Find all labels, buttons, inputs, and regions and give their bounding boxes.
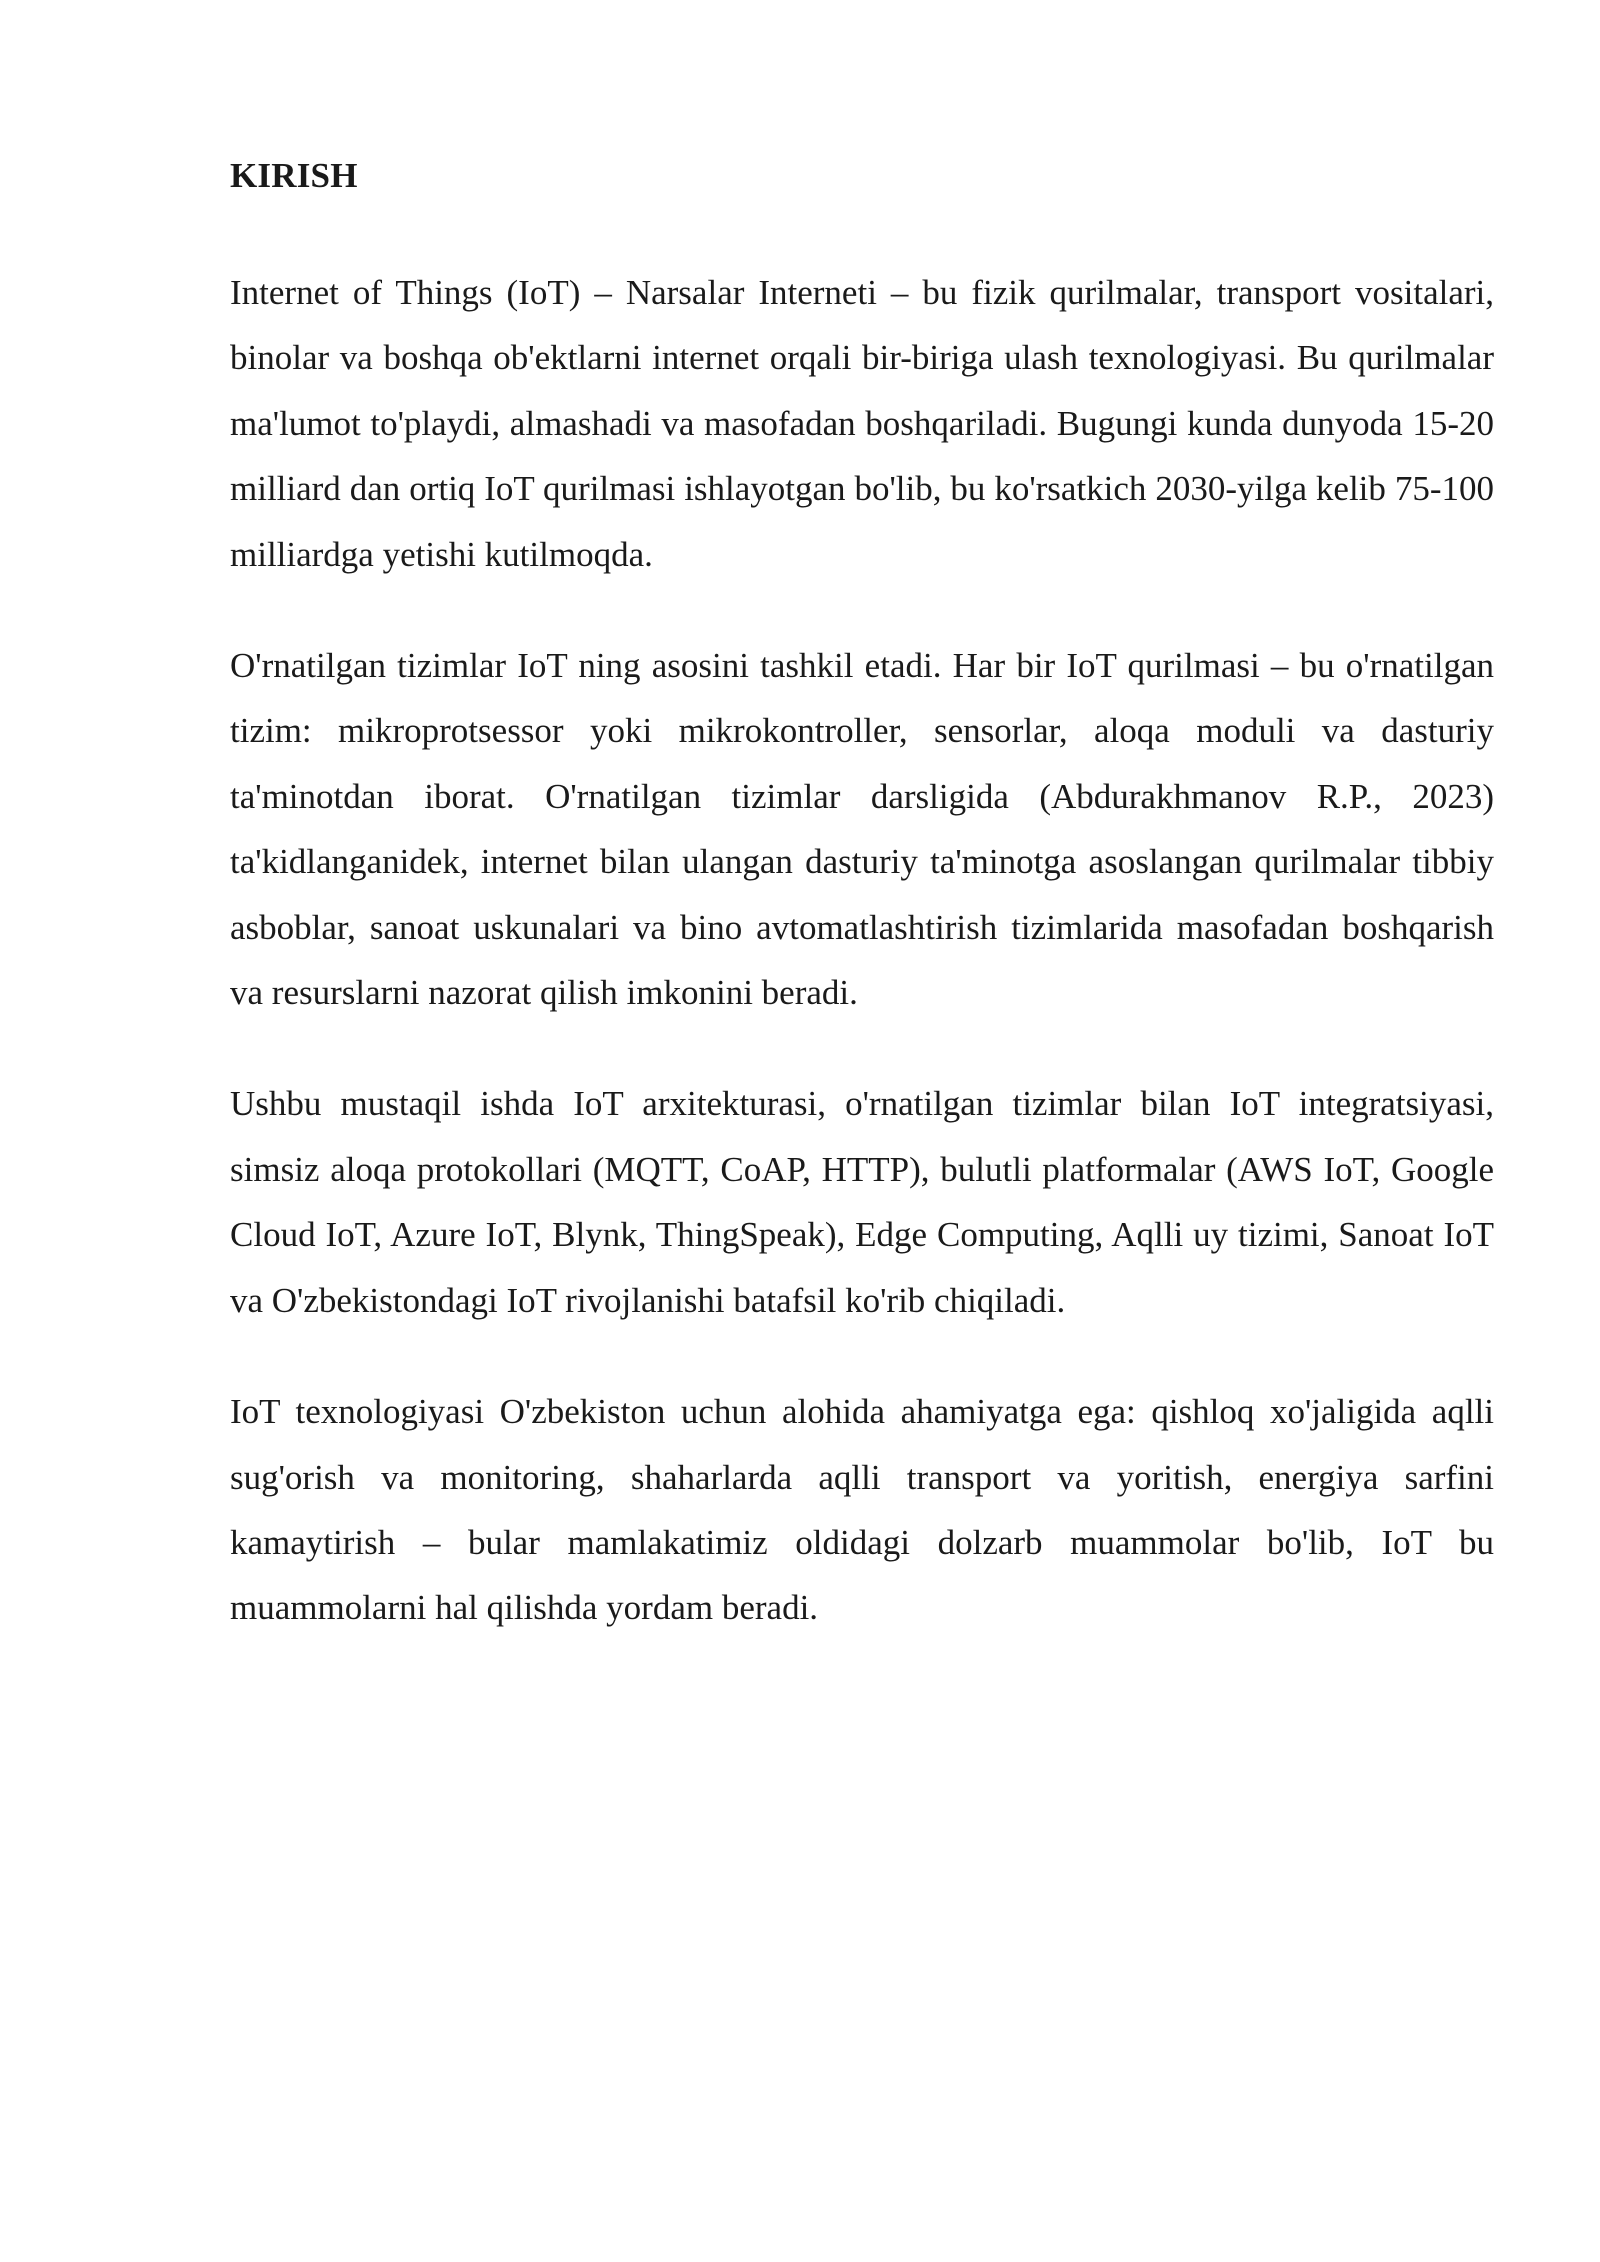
paragraph-scope: Ushbu mustaqil ishda IoT arxitekturasi, o'rnatilgan tizimlar bilan IoT integratsiyasi, simsiz aloqa protokollari (MQTT, CoAP, HTTP), bulutli platformalar (AWS IoT, Google Cloud IoT, Azure IoT, Blynk, ThingSpeak), Edge Computing, Aqlli uy tizimi, Sanoat IoT va O'zbekistondagi IoT rivojlanishi batafsil ko'rib chiqiladi. [230,1084,1494,1320]
paragraph-iot-definition: Internet of Things (IoT) – Narsalar Interneti – bu fizik qurilmalar, transport vositalari, binolar va boshqa ob'ektlarni internet orqali bir-biriga ulash texnologiyasi. Bu qurilmalar ma'lumot to'playdi, almashadi va masofadan boshqariladi. Bugungi kunda dunyoda 15-20 milliard dan ortiq IoT qurilmasi ishlayotgan bo'lib, bu ko'rsatkich 2030-yilga kelib 75-100 milliardga yetishi kutilmoqda. [230,273,1494,574]
paragraph-embedded-systems: O'rnatilgan tizimlar IoT ning asosini tashkil etadi. Har bir IoT qurilmasi – bu o'rnatilgan tizim: mikroprotsessor yoki mikrokontroller, sensorlar, aloqa moduli va dasturiy ta'minotdan iborat. O'rnatilgan tizimlar darsligida (Abdurakhmanov R.P., 2023) ta'kidlanganidek, internet bilan ulangan dasturiy ta'minotga asoslangan qurilmalar tibbiy asboblar, sanoat uskunalari va bino avtomatlashtirish tizimlarida masofadan boshqarish va resurslarni nazorat qilish imkonini beradi. [230,646,1494,1013]
section-heading: KIRISH [230,156,358,195]
paragraph-uzbekistan-importance: IoT texnologiyasi O'zbekiston uchun alohida ahamiyatga ega: qishloq xo'jaligida aqlli sug'orish va monitoring, shaharlarda aqlli transport va yoritish, energiya sarfini kamaytirish – bular mamlakatimiz oldidagi dolzarb muammolar bo'lib, IoT bu muammolarni hal qilishda yordam beradi. [230,1392,1494,1628]
document-body [230,150,1494,1687]
